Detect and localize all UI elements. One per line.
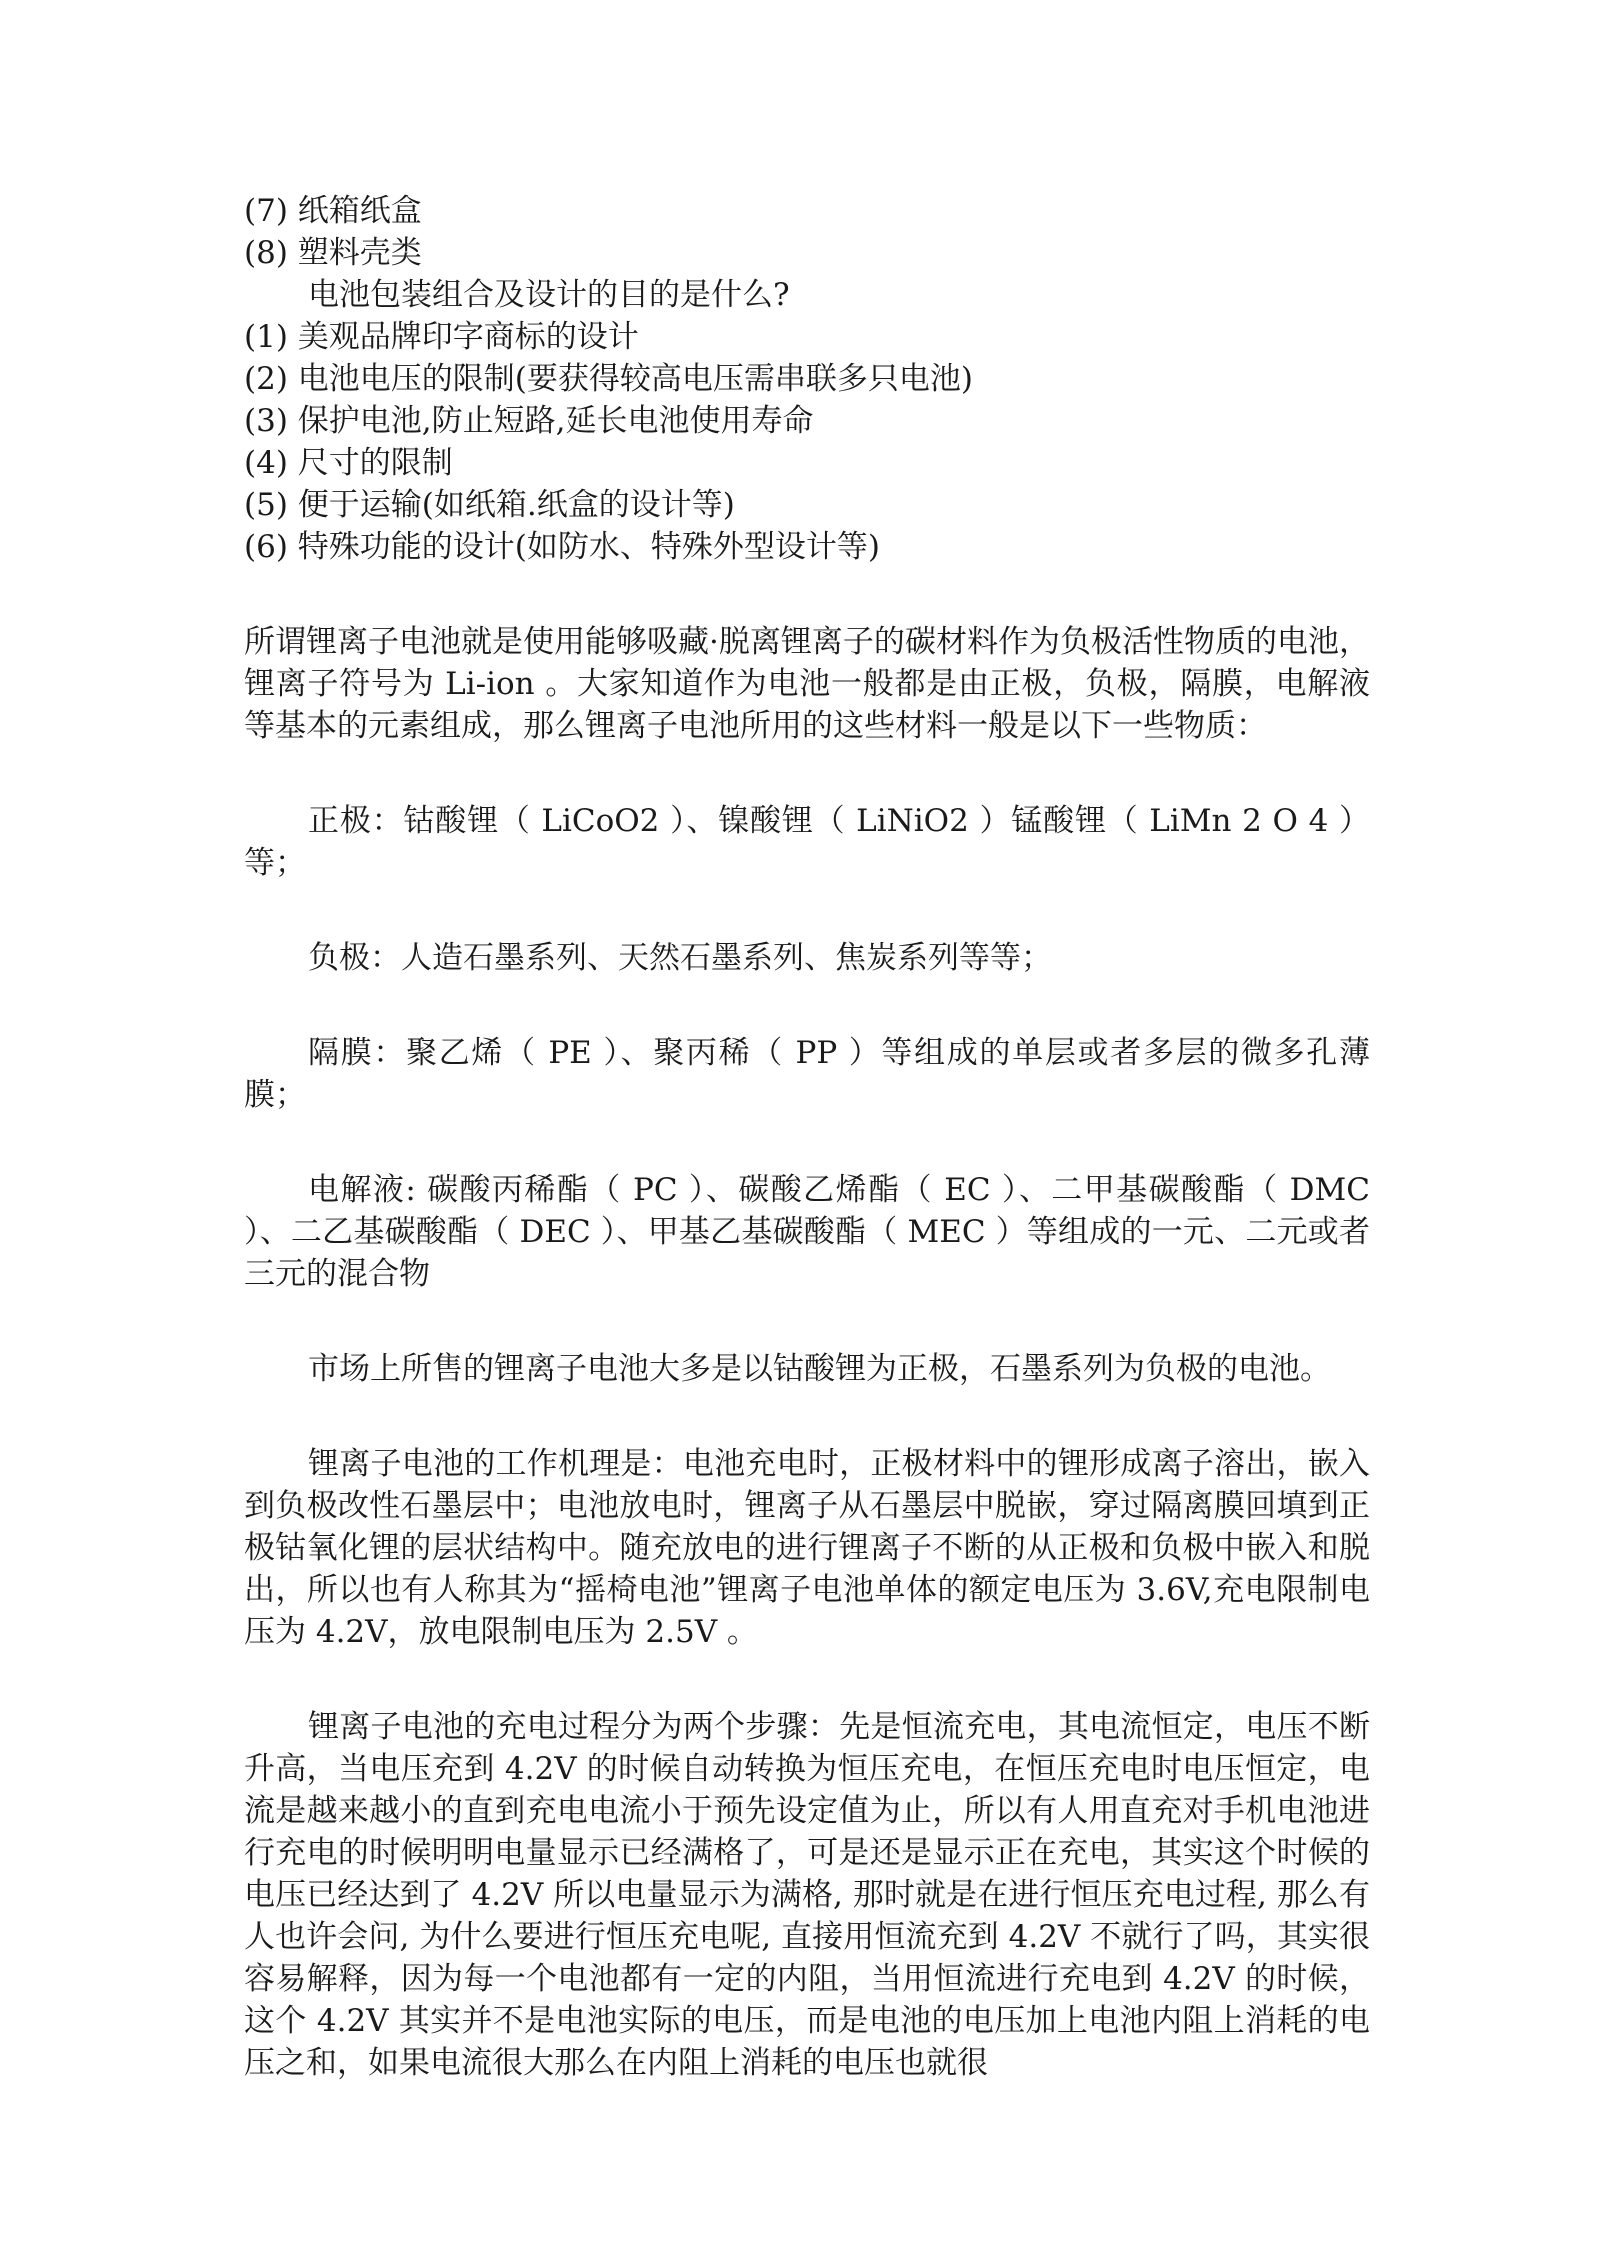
purpose-item-5: (5) 便于运输(如纸箱.纸盒的设计等) — [244, 487, 735, 523]
spacer — [244, 1295, 1370, 1348]
list-item-8: (8) 塑料壳类 — [244, 235, 422, 271]
market-paragraph: 市场上所售的锂离子电池大多是以钴酸锂为正极，石墨系列为负极的电池。 — [308, 1351, 1331, 1387]
document-page — [244, 190, 1370, 2084]
spacer — [244, 884, 1370, 937]
cathode-paragraph: 正极：钴酸锂（ LiCoO2 ）、镍酸锂（ LiNiO2 ）锰酸锂（ LiMn 2 O 4 ）等； — [244, 803, 1370, 881]
purpose-item-6: (6) 特殊功能的设计(如防水、特殊外型设计等) — [244, 529, 880, 565]
purpose-item-4: (4) 尺寸的限制 — [244, 445, 453, 481]
anode-paragraph: 负极：人造石墨系列、天然石墨系列、焦炭系列等等； — [308, 940, 1052, 976]
section-question: 电池包装组合及设计的目的是什么? — [308, 277, 790, 313]
electrolyte-paragraph: 电解液: 碳酸丙稀酯（ PC ）、碳酸乙烯酯（ EC ）、二甲基碳酸酯（ DMC ）、二乙基碳酸酯（ DEC ）、甲基乙基碳酸酯（ MEC ）等组成的一元、二元或者三元的混合物 — [244, 1172, 1370, 1292]
purpose-item-3: (3) 保护电池,防止短路,延长电池使用寿命 — [244, 403, 814, 439]
spacer — [244, 1116, 1370, 1169]
spacer — [244, 1653, 1370, 1706]
spacer — [244, 568, 1370, 621]
intro-paragraph: 所谓锂离子电池就是使用能够吸藏·脱离锂离子的碳材料作为负极活性物质的电池，锂离子符号为 Li-ion 。大家知道作为电池一般都是由正极，负极，隔膜，电解液等基本的元素组成，那么锂离子电池所用的这些材料一般是以下一些物质： — [244, 624, 1370, 744]
charging-paragraph: 锂离子电池的充电过程分为两个步骤：先是恒流充电，其电流恒定，电压不断升高，当电压充到 4.2V 的时候自动转换为恒压充电，在恒压充电时电压恒定，电流是越来越小的直到充电电流小于预先设定值为止，所以有人用直充对手机电池进行充电的时候明明电量显示已经满格了，可是还是显示正在充电，其实这个时候的电压已经达到了 4.2V 所以电量显示为满格, 那时就是在进行恒压充电过程, 那么有人也许会问, 为什么要进行恒压充电呢, 直接用恒流充到 4.2V 不就行了吗，其实很容易解释，因为每一个电池都有一定的内阻，当用恒流进行充电到 4.2V 的时候，这个 4.2V 其实并不是电池实际的电压，而是电池的电压加上电池内阻上消耗的电压之和，如果电流很大那么在内阻上消耗的电压也就很 — [244, 1709, 1370, 2081]
spacer — [244, 747, 1370, 800]
list-item-7: (7) 纸箱纸盒 — [244, 193, 422, 229]
spacer — [244, 979, 1370, 1032]
spacer — [244, 1390, 1370, 1443]
purpose-item-1: (1) 美观品牌印字商标的设计 — [244, 319, 639, 355]
separator-paragraph: 隔膜：聚乙烯（ PE ）、聚丙稀（ PP ）等组成的单层或者多层的微多孔薄膜； — [244, 1035, 1370, 1113]
mechanism-paragraph: 锂离子电池的工作机理是：电池充电时，正极材料中的锂形成离子溶出，嵌入到负极改性石墨层中；电池放电时，锂离子从石墨层中脱嵌，穿过隔离膜回填到正极钴氧化锂的层状结构中。随充放电的进行锂离子不断的从正极和负极中嵌入和脱出，所以也有人称其为“摇椅电池”锂离子电池单体的额定电压为 3.6V,充电限制电压为 4.2V，放电限制电压为 2.5V 。 — [244, 1446, 1370, 1650]
purpose-item-2: (2) 电池电压的限制(要获得较高电压需串联多只电池) — [244, 361, 973, 397]
